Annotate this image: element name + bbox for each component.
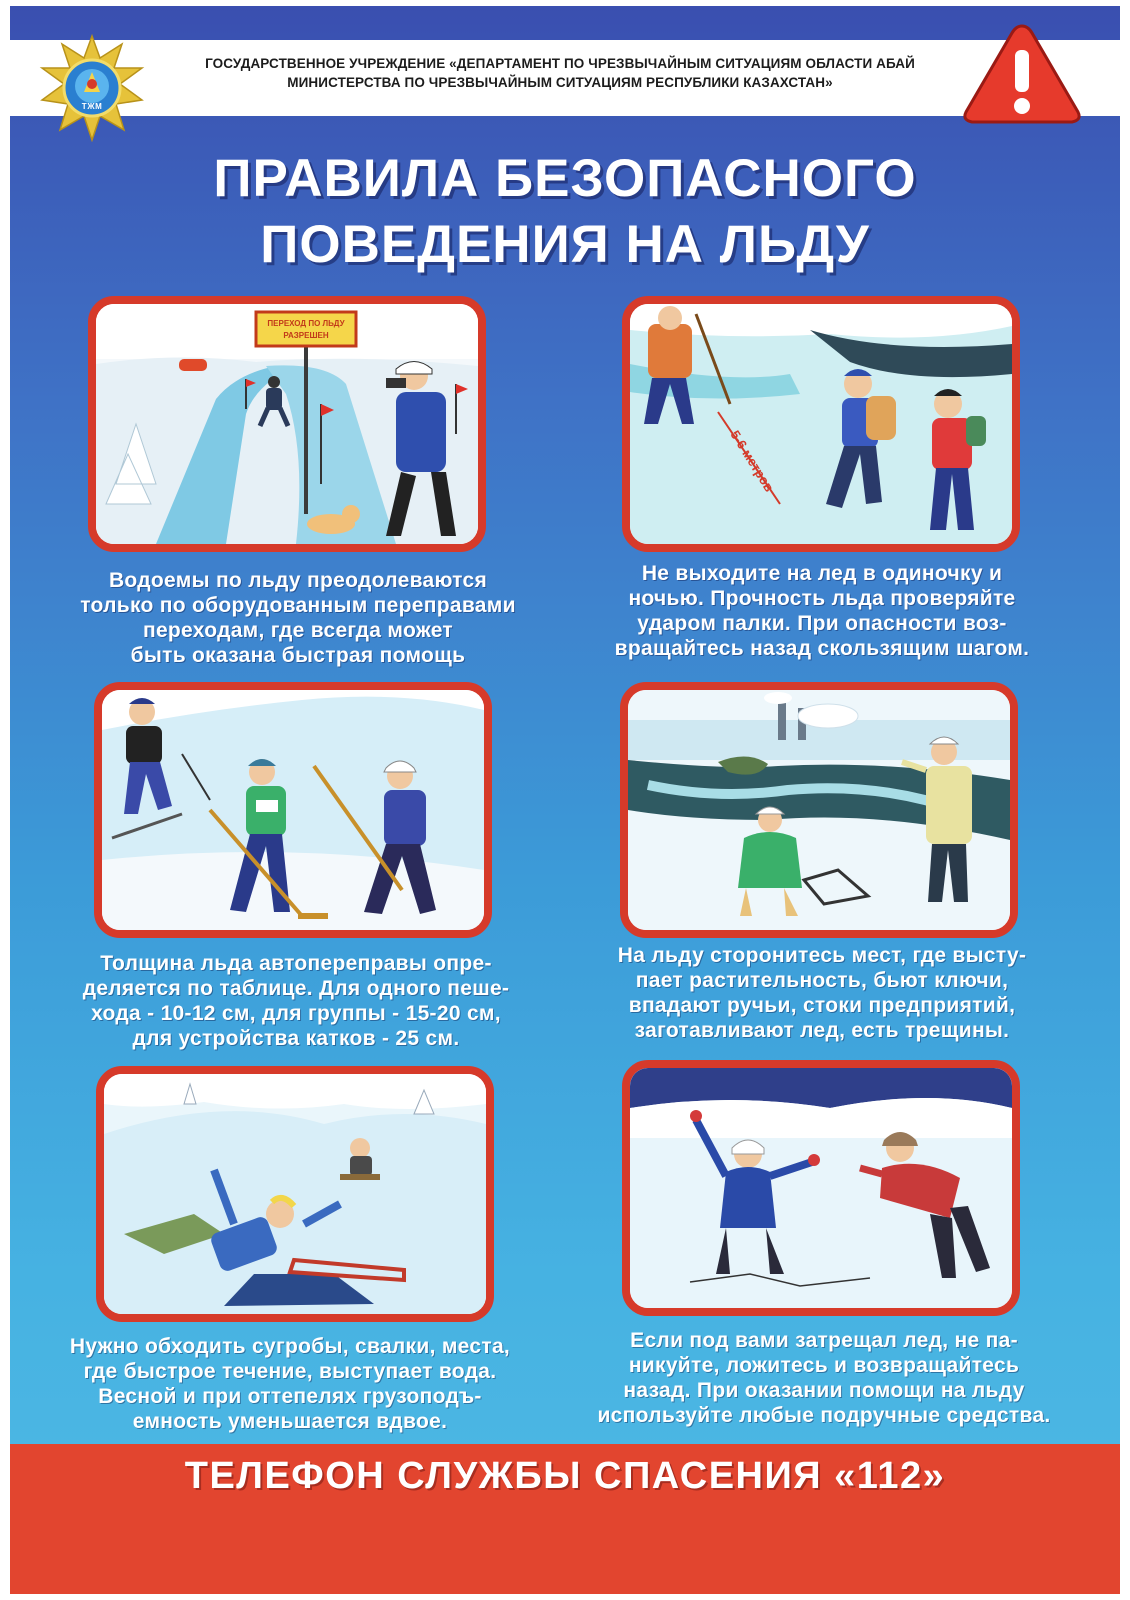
poster: [10, 6, 1120, 1594]
rule-caption-1: [38, 568, 558, 668]
warning-triangle-icon: [960, 20, 1084, 126]
title-line-1: ПРАВИЛА БЕЗОПАСНОГО: [213, 149, 917, 208]
caption-line: ночью. Прочность льда проверяйте: [628, 587, 1016, 610]
rescue-phone-banner: ТЕЛЕФОН СЛУЖБЫ СПАСЕНИЯ «112»: [184, 1455, 946, 1497]
caption-line: На льду сторонитесь мест, где высту-: [617, 944, 1027, 967]
caption-line: Если под вами затрещал лед, не па-: [630, 1329, 1018, 1352]
caption-line: ударом палки. При опасности воз-: [637, 612, 1007, 635]
emblem-label: ТЖМ: [81, 102, 103, 111]
ice-crossing-illustration: [88, 296, 486, 552]
sign-text-line-1: ПЕРЕХОД ПО ЛЬДУ: [267, 319, 345, 328]
caption-line: назад. При оказании помощи на льду: [623, 1379, 1025, 1402]
caption-line: хода - 10-12 см, для группы - 15-20 см,: [91, 1002, 501, 1025]
caption-line: емность уменьшается вдвое.: [132, 1410, 448, 1433]
caption-line: никуйте, ложитесь и возвращайтесь: [628, 1354, 1020, 1377]
organization-line-2: МИНИСТЕРСТВА ПО ЧРЕЗВЫЧАЙНЫМ СИТУАЦИЯМ РЕСПУБЛИКИ КАЗАХСТАН»: [287, 75, 833, 90]
page-title: [10, 146, 1120, 278]
rule-caption-4: [562, 943, 1082, 1043]
caption-line: заготавливают лед, есть трещины.: [634, 1019, 1010, 1042]
caption-line: только по оборудованным переправами: [80, 594, 516, 617]
falling-through-ice-illustration: [96, 1066, 494, 1322]
sign-text-line-2: РАЗРЕШЕН: [283, 331, 329, 340]
caption-line: деляется по таблице. Для одного пеше-: [82, 977, 510, 1000]
dangerous-places-illustration: [620, 682, 1018, 938]
rule-caption-5: [30, 1334, 550, 1434]
rule-caption-3: [36, 951, 556, 1051]
rule-caption-2: [562, 561, 1082, 661]
organization-line-1: ГОСУДАРСТВЕННОЕ УЧРЕЖДЕНИЕ «ДЕПАРТАМЕНТ ПО ЧРЕЗВЫЧАЙНЫМ СИТУАЦИЯМ ОБЛАСТИ АБАЙ: [205, 56, 915, 71]
caption-line: быть оказана быстрая помощь: [130, 644, 466, 667]
caption-line: пает растительность, бьют ключи,: [635, 969, 1009, 992]
rule-caption-6: [564, 1328, 1084, 1428]
caption-line: используйте любые подручные средства.: [597, 1404, 1051, 1427]
organization-name: [160, 54, 960, 92]
caption-line: для устройства катков - 25 см.: [132, 1027, 460, 1050]
caption-line: Не выходите на лед в одиночку и: [641, 562, 1003, 585]
caption-line: вращайтесь назад скользящим шагом.: [614, 637, 1030, 660]
caption-line: Толщина льда автопереправы опре-: [100, 952, 492, 975]
cracking-ice-illustration: [622, 1060, 1020, 1316]
walking-on-ice-illustration: [622, 296, 1020, 552]
caption-line: Нужно обходить сугробы, свалки, места,: [69, 1335, 511, 1358]
caption-line: впадают ручьи, стоки предприятий,: [628, 994, 1016, 1017]
emergency-ministry-emblem-icon: [38, 34, 146, 142]
title-line-2: ПОВЕДЕНИЯ НА ЛЬДУ: [260, 215, 870, 274]
caption-line: Водоемы по льду преодолеваются: [108, 569, 488, 592]
caption-line: Весной и при оттепелях грузоподъ-: [98, 1385, 482, 1408]
caption-line: переходам, где всегда может: [142, 619, 454, 642]
skating-hockey-illustration: [94, 682, 492, 938]
caption-line: где быстрое течение, выступает вода.: [83, 1360, 497, 1383]
